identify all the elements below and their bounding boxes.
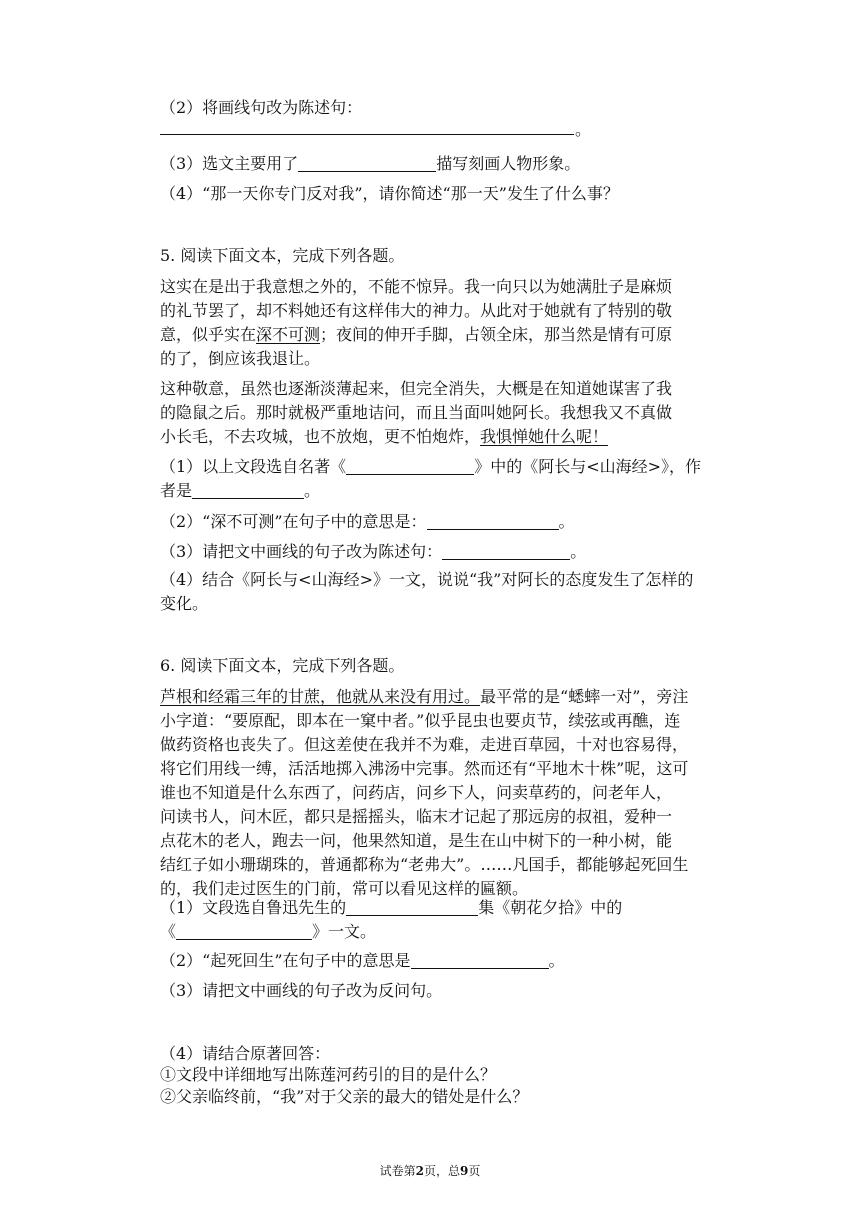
s6-q2-blank[interactable] <box>411 952 549 969</box>
s5-q2-blank[interactable] <box>427 513 559 530</box>
s5-p2-line: 的隐鼠之后。那时就极严重地诘问，而且当面叫她阿长。我想我又不真做 <box>160 403 673 422</box>
s6-p-line: 结红子如小珊瑚珠的，普通都称为“老弗大”。……凡国手，都能够起死回生 <box>160 855 689 874</box>
s5-p1-line: 的了，倒应该我退让。 <box>160 349 321 368</box>
s6-q4: （4）请结合原著回答： <box>160 1044 331 1063</box>
s6-p-line: 做药资格也丧失了。但这差使在我并不为难，走进百草园，十对也容易得， <box>160 735 689 754</box>
total-pages: 9 <box>460 1164 469 1178</box>
s6-q1-cont: 《 》一文。 <box>160 922 377 941</box>
s5-q1-blank-author[interactable] <box>192 482 304 499</box>
s5-p1-line: 的礼节罢了，却不料她还有这样伟大的神力。从此对于她就有了特别的敬 <box>160 301 673 320</box>
s6-q2: （2）“起死回生”在句子中的意思是 。 <box>160 951 565 970</box>
s5-p1-line: 意，似乎实在深不可测；夜间的伸开手脚，占领全床，那当然是情有可原 <box>160 325 673 344</box>
s4-q3-blank[interactable] <box>298 155 436 172</box>
s5-q1: （1）以上文段选自名著《 》中的《阿长与<山海经>》，作 <box>160 457 702 476</box>
s6-p-line: 的，我们走过医生的门前，常可以看见这样的匾额。 <box>160 879 529 898</box>
s6-p-line: 问读书人，问木匠，都只是摇摇头，临末才记起了那远房的叔祖，爱种一 <box>160 807 673 826</box>
s6-q1: （1）文段选自鲁迅先生的 集《朝花夕拾》中的 <box>160 898 623 917</box>
s4-q2-end: 。 <box>575 120 592 139</box>
underlined-sentence: 我惧惮她什么呢！ <box>480 427 609 446</box>
underlined-phrase: 深不可测 <box>256 325 321 344</box>
s6-q4-item-2: ②父亲临终前，“我”对于父亲的最大的错处是什么？ <box>160 1087 529 1106</box>
s5-q1-cont: 者是 。 <box>160 481 321 500</box>
underlined-sentence: 芦根和经霜三年的甘蔗，他就从来没有用过。 <box>160 687 481 706</box>
s5-q3: （3）请把文中画线的句子改为陈述句： 。 <box>160 542 587 561</box>
s5-p1-line: 这实在是出于我意想之外的，不能不惊异。我一向只以为她满肚子是麻烦 <box>160 277 673 296</box>
s4-q4: （4）“那一天你专门反对我”，请你简述“那一天”发生了什么事？ <box>160 184 619 203</box>
s5-p2-line: 这种敬意，虽然也逐渐淡薄起来，但完全消失，大概是在知道她谋害了我 <box>160 379 673 398</box>
s4-q3: （3）选文主要用了 描写刻画人物形象。 <box>160 154 581 173</box>
s6-p-line: 谁也不知道是什么东西了，问药店，问乡下人，问卖草药的，问老年人， <box>160 783 673 802</box>
s5-q2: （2）“深不可测”在句子中的意思是： 。 <box>160 512 575 531</box>
s4-q2-answer-line[interactable] <box>160 134 574 135</box>
s6-q1-blank-title[interactable] <box>176 923 312 940</box>
s4-q2-label: （2）将画线句改为陈述句： <box>160 98 363 117</box>
s5-p2-line: 小长毛，不去攻城，也不放炮，更不怕炮炸，我惧惮她什么呢！ <box>160 427 609 446</box>
page-number: 2 <box>415 1164 424 1178</box>
s5-q1-blank-book[interactable] <box>346 458 474 475</box>
s6-p-line: 小字道：“要原配，即本在一窠中者。”似乎昆虫也要贞节，续弦或再醮，连 <box>160 711 681 730</box>
s6-p-line: 点花木的老人，跑去一问，他果然知道，是生在山中树下的一种小树，能 <box>160 831 673 850</box>
s6-q1-blank-genre[interactable] <box>346 899 478 916</box>
s6-p-line: 芦根和经霜三年的甘蔗，他就从来没有用过。最平常的是“蟋蟀一对”，旁注 <box>160 687 689 706</box>
page-footer: 试卷第2页，总9页 <box>379 1164 481 1178</box>
s6-q3: （3）请把文中画线的句子改为反问句。 <box>160 981 443 1000</box>
s5-heading: 5. 阅读下面文本，完成下列各题。 <box>160 246 405 265</box>
s6-q4-item-1: ①文段中详细地写出陈莲河药引的目的是什么？ <box>160 1065 497 1084</box>
s6-p-line: 将它们用线一缚，活活地掷入沸汤中完事。然而还有“平地木十株”呢，这可 <box>160 759 689 778</box>
s5-q4-cont: 变化。 <box>160 594 209 613</box>
s5-q3-blank[interactable] <box>442 543 570 560</box>
s6-heading: 6. 阅读下面文本，完成下列各题。 <box>160 656 405 675</box>
s5-q4: （4）结合《阿长与<山海经>》一文，说说“我”对阿长的态度发生了怎样的 <box>160 570 694 589</box>
s4-q2 <box>160 98 362 118</box>
